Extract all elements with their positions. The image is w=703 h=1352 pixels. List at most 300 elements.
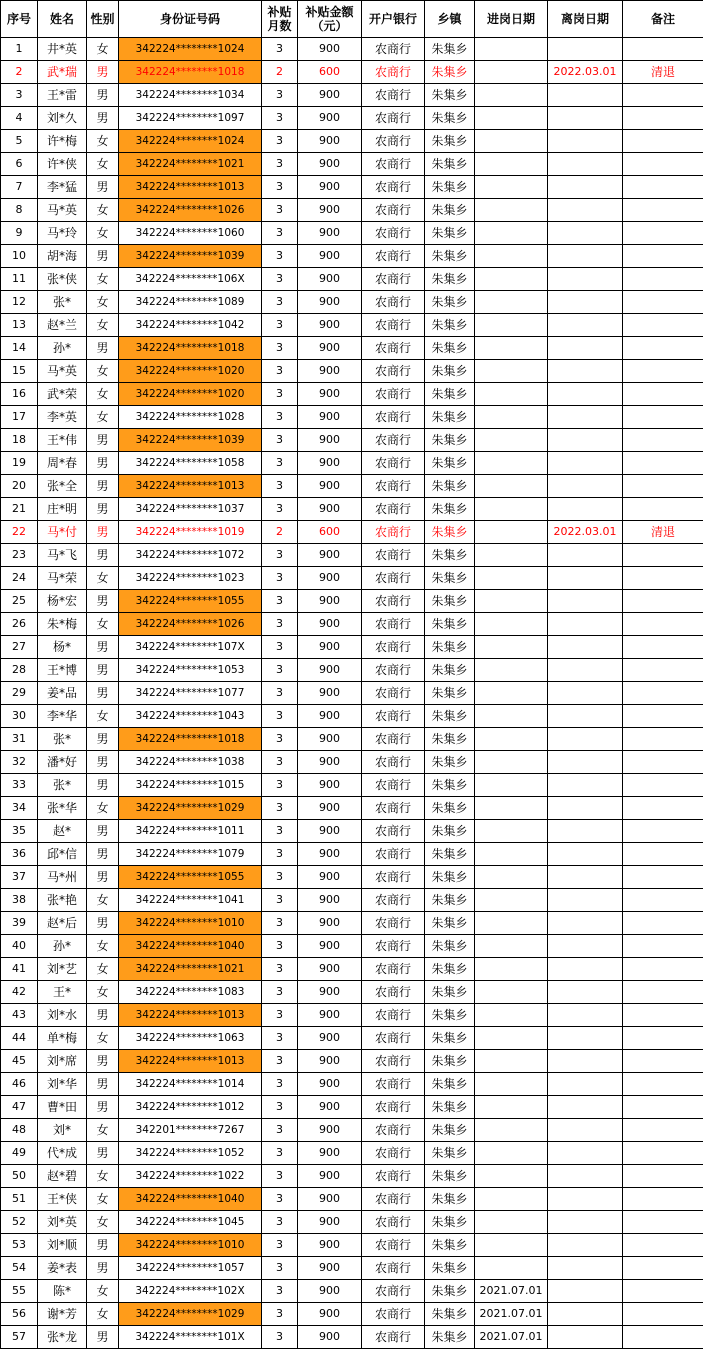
cell-bank: 农商行 <box>362 1027 425 1050</box>
table-row <box>1 797 703 820</box>
cell-subsidy-months: 3 <box>262 383 298 406</box>
cell-name: 马*荣 <box>38 567 87 590</box>
cell-start-date <box>475 268 548 291</box>
table-row <box>1 843 703 866</box>
cell-gender: 女 <box>87 889 119 912</box>
cell-start-date <box>475 314 548 337</box>
cell-gender: 男 <box>87 1234 119 1257</box>
cell-bank: 农商行 <box>362 107 425 130</box>
table-row <box>1 1188 703 1211</box>
cell-subsidy-months: 3 <box>262 1188 298 1211</box>
cell-id-number: 342224********1058 <box>119 452 262 475</box>
cell-name: 王* <box>38 981 87 1004</box>
cell-gender: 女 <box>87 406 119 429</box>
cell-subsidy-amount: 900 <box>298 935 362 958</box>
cell-bank: 农商行 <box>362 1211 425 1234</box>
cell-seq: 54 <box>1 1257 38 1280</box>
cell-leave-date <box>548 981 623 1004</box>
cell-name: 王*博 <box>38 659 87 682</box>
cell-seq: 52 <box>1 1211 38 1234</box>
cell-leave-date <box>548 1188 623 1211</box>
cell-subsidy-months: 3 <box>262 935 298 958</box>
cell-id-number: 342224********1018 <box>119 337 262 360</box>
cell-subsidy-amount: 900 <box>298 567 362 590</box>
cell-gender: 男 <box>87 498 119 521</box>
cell-subsidy-amount: 900 <box>298 1004 362 1027</box>
cell-start-date <box>475 199 548 222</box>
cell-note: 清退 <box>623 521 703 544</box>
cell-leave-date <box>548 1142 623 1165</box>
cell-name: 李*英 <box>38 406 87 429</box>
cell-subsidy-months: 3 <box>262 1096 298 1119</box>
cell-subsidy-months: 3 <box>262 1119 298 1142</box>
cell-id-number: 342224********1055 <box>119 590 262 613</box>
cell-town: 朱集乡 <box>425 1280 475 1303</box>
cell-id-number: 342224********102X <box>119 1280 262 1303</box>
cell-note <box>623 314 703 337</box>
cell-subsidy-amount: 900 <box>298 222 362 245</box>
cell-seq: 25 <box>1 590 38 613</box>
cell-start-date <box>475 61 548 84</box>
cell-subsidy-months: 3 <box>262 567 298 590</box>
table-row <box>1 475 703 498</box>
cell-gender: 女 <box>87 268 119 291</box>
cell-note: 清退 <box>623 61 703 84</box>
cell-start-date <box>475 1096 548 1119</box>
cell-town: 朱集乡 <box>425 590 475 613</box>
cell-note <box>623 268 703 291</box>
cell-subsidy-months: 3 <box>262 659 298 682</box>
cell-start-date <box>475 1234 548 1257</box>
cell-note <box>623 1004 703 1027</box>
cell-town: 朱集乡 <box>425 728 475 751</box>
cell-name: 陈* <box>38 1280 87 1303</box>
cell-town: 朱集乡 <box>425 153 475 176</box>
cell-seq: 51 <box>1 1188 38 1211</box>
cell-name: 马*州 <box>38 866 87 889</box>
cell-gender: 男 <box>87 843 119 866</box>
cell-id-number: 342201********7267 <box>119 1119 262 1142</box>
cell-id-number: 342224********1028 <box>119 406 262 429</box>
cell-bank: 农商行 <box>362 452 425 475</box>
cell-gender: 男 <box>87 1326 119 1349</box>
cell-seq: 46 <box>1 1073 38 1096</box>
cell-subsidy-months: 3 <box>262 360 298 383</box>
cell-leave-date <box>548 613 623 636</box>
cell-town: 朱集乡 <box>425 751 475 774</box>
cell-town: 朱集乡 <box>425 912 475 935</box>
cell-town: 朱集乡 <box>425 337 475 360</box>
cell-town: 朱集乡 <box>425 981 475 1004</box>
cell-gender: 女 <box>87 567 119 590</box>
cell-seq: 37 <box>1 866 38 889</box>
cell-subsidy-amount: 900 <box>298 1188 362 1211</box>
cell-note <box>623 590 703 613</box>
cell-bank: 农商行 <box>362 705 425 728</box>
cell-gender: 女 <box>87 1188 119 1211</box>
cell-subsidy-months: 3 <box>262 1257 298 1280</box>
cell-seq: 3 <box>1 84 38 107</box>
cell-id-number: 342224********1013 <box>119 475 262 498</box>
cell-note <box>623 1142 703 1165</box>
table-row <box>1 314 703 337</box>
cell-start-date <box>475 176 548 199</box>
cell-start-date <box>475 1211 548 1234</box>
cell-id-number: 342224********1013 <box>119 1050 262 1073</box>
cell-gender: 男 <box>87 1004 119 1027</box>
cell-note <box>623 360 703 383</box>
cell-leave-date <box>548 1073 623 1096</box>
cell-note <box>623 1326 703 1349</box>
cell-bank: 农商行 <box>362 981 425 1004</box>
cell-seq: 45 <box>1 1050 38 1073</box>
cell-gender: 女 <box>87 705 119 728</box>
cell-id-number: 342224********1026 <box>119 613 262 636</box>
cell-note <box>623 1096 703 1119</box>
cell-name: 张*龙 <box>38 1326 87 1349</box>
cell-town: 朱集乡 <box>425 1211 475 1234</box>
table-header <box>1 1 703 38</box>
cell-start-date <box>475 981 548 1004</box>
cell-subsidy-months: 3 <box>262 889 298 912</box>
cell-seq: 41 <box>1 958 38 981</box>
cell-start-date <box>475 705 548 728</box>
cell-subsidy-months: 3 <box>262 498 298 521</box>
cell-id-number: 342224********1053 <box>119 659 262 682</box>
cell-leave-date <box>548 84 623 107</box>
cell-subsidy-months: 3 <box>262 107 298 130</box>
cell-subsidy-months: 3 <box>262 452 298 475</box>
cell-note <box>623 636 703 659</box>
cell-town: 朱集乡 <box>425 406 475 429</box>
cell-name: 张* <box>38 291 87 314</box>
cell-seq: 35 <box>1 820 38 843</box>
cell-bank: 农商行 <box>362 1280 425 1303</box>
cell-name: 刘*顺 <box>38 1234 87 1257</box>
cell-subsidy-amount: 900 <box>298 452 362 475</box>
cell-note <box>623 475 703 498</box>
cell-subsidy-amount: 900 <box>298 475 362 498</box>
cell-subsidy-amount: 900 <box>298 820 362 843</box>
table-row <box>1 130 703 153</box>
cell-start-date <box>475 1142 548 1165</box>
cell-gender: 女 <box>87 314 119 337</box>
cell-town: 朱集乡 <box>425 38 475 61</box>
cell-subsidy-amount: 900 <box>298 1050 362 1073</box>
cell-note <box>623 383 703 406</box>
table-row <box>1 176 703 199</box>
cell-name: 单*梅 <box>38 1027 87 1050</box>
table-row <box>1 360 703 383</box>
cell-note <box>623 1050 703 1073</box>
table-row <box>1 1027 703 1050</box>
cell-name: 王*伟 <box>38 429 87 452</box>
cell-start-date <box>475 107 548 130</box>
cell-start-date <box>475 1027 548 1050</box>
table-row <box>1 199 703 222</box>
cell-id-number: 342224********1079 <box>119 843 262 866</box>
cell-start-date <box>475 843 548 866</box>
cell-seq: 15 <box>1 360 38 383</box>
cell-gender: 男 <box>87 544 119 567</box>
cell-seq: 34 <box>1 797 38 820</box>
cell-leave-date <box>548 176 623 199</box>
cell-town: 朱集乡 <box>425 429 475 452</box>
cell-start-date <box>475 659 548 682</box>
cell-note <box>623 176 703 199</box>
cell-subsidy-amount: 900 <box>298 153 362 176</box>
cell-name: 张*侠 <box>38 268 87 291</box>
cell-town: 朱集乡 <box>425 61 475 84</box>
cell-subsidy-months: 3 <box>262 176 298 199</box>
cell-leave-date <box>548 751 623 774</box>
cell-town: 朱集乡 <box>425 1165 475 1188</box>
cell-start-date <box>475 958 548 981</box>
cell-subsidy-amount: 900 <box>298 682 362 705</box>
cell-note <box>623 728 703 751</box>
cell-note <box>623 291 703 314</box>
cell-bank: 农商行 <box>362 1303 425 1326</box>
cell-seq: 38 <box>1 889 38 912</box>
cell-leave-date <box>548 452 623 475</box>
cell-gender: 女 <box>87 1119 119 1142</box>
cell-gender: 女 <box>87 153 119 176</box>
cell-town: 朱集乡 <box>425 268 475 291</box>
cell-gender: 女 <box>87 1211 119 1234</box>
cell-id-number: 342224********1012 <box>119 1096 262 1119</box>
cell-id-number: 342224********1013 <box>119 176 262 199</box>
cell-subsidy-months: 3 <box>262 958 298 981</box>
cell-name: 刘*久 <box>38 107 87 130</box>
cell-seq: 29 <box>1 682 38 705</box>
cell-gender: 女 <box>87 360 119 383</box>
cell-name: 杨* <box>38 636 87 659</box>
table-row <box>1 1303 703 1326</box>
cell-start-date <box>475 797 548 820</box>
cell-id-number: 342224********1038 <box>119 751 262 774</box>
cell-leave-date <box>548 107 623 130</box>
cell-note <box>623 107 703 130</box>
cell-bank: 农商行 <box>362 176 425 199</box>
cell-seq: 43 <box>1 1004 38 1027</box>
table-row <box>1 935 703 958</box>
cell-subsidy-months: 3 <box>262 1280 298 1303</box>
cell-seq: 44 <box>1 1027 38 1050</box>
cell-name: 刘*水 <box>38 1004 87 1027</box>
cell-subsidy-amount: 900 <box>298 1165 362 1188</box>
cell-seq: 49 <box>1 1142 38 1165</box>
cell-town: 朱集乡 <box>425 383 475 406</box>
table-row <box>1 498 703 521</box>
cell-name: 李*华 <box>38 705 87 728</box>
cell-subsidy-months: 3 <box>262 636 298 659</box>
cell-note <box>623 222 703 245</box>
table-row <box>1 291 703 314</box>
header-start-date: 进岗日期 <box>475 1 548 38</box>
cell-town: 朱集乡 <box>425 843 475 866</box>
cell-gender: 男 <box>87 820 119 843</box>
cell-start-date <box>475 682 548 705</box>
cell-town: 朱集乡 <box>425 475 475 498</box>
cell-subsidy-months: 3 <box>262 866 298 889</box>
cell-name: 孙* <box>38 935 87 958</box>
cell-gender: 女 <box>87 1280 119 1303</box>
cell-name: 谢*芳 <box>38 1303 87 1326</box>
cell-bank: 农商行 <box>362 383 425 406</box>
cell-bank: 农商行 <box>362 1073 425 1096</box>
cell-town: 朱集乡 <box>425 1257 475 1280</box>
cell-bank: 农商行 <box>362 360 425 383</box>
cell-start-date <box>475 774 548 797</box>
cell-leave-date <box>548 1119 623 1142</box>
cell-town: 朱集乡 <box>425 958 475 981</box>
table-row <box>1 1004 703 1027</box>
cell-bank: 农商行 <box>362 613 425 636</box>
cell-note <box>623 889 703 912</box>
table-row <box>1 268 703 291</box>
cell-bank: 农商行 <box>362 222 425 245</box>
header-note: 备注 <box>623 1 703 38</box>
cell-town: 朱集乡 <box>425 1326 475 1349</box>
cell-seq: 55 <box>1 1280 38 1303</box>
cell-subsidy-months: 3 <box>262 268 298 291</box>
cell-bank: 农商行 <box>362 406 425 429</box>
cell-name: 李*猛 <box>38 176 87 199</box>
cell-leave-date <box>548 222 623 245</box>
cell-bank: 农商行 <box>362 820 425 843</box>
cell-bank: 农商行 <box>362 682 425 705</box>
cell-seq: 4 <box>1 107 38 130</box>
cell-subsidy-months: 3 <box>262 1142 298 1165</box>
cell-seq: 40 <box>1 935 38 958</box>
table-row <box>1 1234 703 1257</box>
cell-start-date <box>475 590 548 613</box>
cell-start-date <box>475 1257 548 1280</box>
cell-start-date <box>475 935 548 958</box>
cell-leave-date <box>548 1257 623 1280</box>
cell-id-number: 342224********1021 <box>119 958 262 981</box>
cell-leave-date <box>548 659 623 682</box>
cell-leave-date <box>548 38 623 61</box>
cell-id-number: 342224********1037 <box>119 498 262 521</box>
cell-subsidy-amount: 900 <box>298 291 362 314</box>
cell-note <box>623 1211 703 1234</box>
cell-subsidy-months: 3 <box>262 544 298 567</box>
cell-gender: 男 <box>87 521 119 544</box>
cell-gender: 女 <box>87 291 119 314</box>
cell-name: 赵*后 <box>38 912 87 935</box>
cell-start-date: 2021.07.01 <box>475 1280 548 1303</box>
cell-bank: 农商行 <box>362 889 425 912</box>
cell-seq: 42 <box>1 981 38 1004</box>
cell-leave-date <box>548 1234 623 1257</box>
table-row <box>1 682 703 705</box>
cell-leave-date <box>548 705 623 728</box>
cell-name: 井*英 <box>38 38 87 61</box>
cell-start-date <box>475 153 548 176</box>
cell-start-date <box>475 84 548 107</box>
cell-bank: 农商行 <box>362 429 425 452</box>
header-leave-date: 离岗日期 <box>548 1 623 38</box>
cell-start-date <box>475 498 548 521</box>
cell-subsidy-amount: 900 <box>298 774 362 797</box>
cell-town: 朱集乡 <box>425 1096 475 1119</box>
cell-note <box>623 1257 703 1280</box>
cell-note <box>623 912 703 935</box>
cell-subsidy-months: 3 <box>262 613 298 636</box>
cell-seq: 33 <box>1 774 38 797</box>
cell-name: 邱*信 <box>38 843 87 866</box>
cell-start-date <box>475 912 548 935</box>
cell-subsidy-amount: 900 <box>298 981 362 1004</box>
cell-subsidy-amount: 600 <box>298 521 362 544</box>
cell-gender: 男 <box>87 659 119 682</box>
cell-start-date <box>475 475 548 498</box>
cell-name: 朱*梅 <box>38 613 87 636</box>
cell-subsidy-months: 3 <box>262 1050 298 1073</box>
cell-name: 张*华 <box>38 797 87 820</box>
cell-town: 朱集乡 <box>425 107 475 130</box>
cell-note <box>623 843 703 866</box>
cell-subsidy-months: 3 <box>262 84 298 107</box>
cell-subsidy-months: 2 <box>262 61 298 84</box>
cell-gender: 女 <box>87 1303 119 1326</box>
cell-subsidy-amount: 900 <box>298 866 362 889</box>
cell-subsidy-months: 3 <box>262 1165 298 1188</box>
cell-subsidy-months: 3 <box>262 1326 298 1349</box>
table-row <box>1 1280 703 1303</box>
cell-start-date <box>475 406 548 429</box>
table-row <box>1 774 703 797</box>
header-town: 乡镇 <box>425 1 475 38</box>
cell-note <box>623 1234 703 1257</box>
cell-name: 潘*好 <box>38 751 87 774</box>
cell-id-number: 342224********1024 <box>119 38 262 61</box>
cell-id-number: 342224********1057 <box>119 1257 262 1280</box>
header-row <box>1 1 703 38</box>
cell-start-date: 2021.07.01 <box>475 1326 548 1349</box>
cell-note <box>623 1119 703 1142</box>
cell-name: 许*侠 <box>38 153 87 176</box>
cell-bank: 农商行 <box>362 1050 425 1073</box>
cell-gender: 男 <box>87 61 119 84</box>
cell-note <box>623 245 703 268</box>
cell-subsidy-months: 3 <box>262 843 298 866</box>
cell-note <box>623 337 703 360</box>
cell-leave-date <box>548 774 623 797</box>
header-name: 姓名 <box>38 1 87 38</box>
cell-gender: 男 <box>87 1257 119 1280</box>
table-row <box>1 1257 703 1280</box>
cell-start-date <box>475 1165 548 1188</box>
cell-seq: 10 <box>1 245 38 268</box>
cell-start-date: 2021.07.01 <box>475 1303 548 1326</box>
cell-note <box>623 84 703 107</box>
cell-seq: 21 <box>1 498 38 521</box>
cell-subsidy-amount: 900 <box>298 889 362 912</box>
cell-subsidy-months: 3 <box>262 475 298 498</box>
cell-start-date <box>475 1050 548 1073</box>
cell-seq: 26 <box>1 613 38 636</box>
cell-bank: 农商行 <box>362 1234 425 1257</box>
cell-note <box>623 1280 703 1303</box>
cell-subsidy-months: 3 <box>262 797 298 820</box>
cell-bank: 农商行 <box>362 567 425 590</box>
cell-leave-date <box>548 958 623 981</box>
cell-subsidy-months: 3 <box>262 245 298 268</box>
cell-start-date <box>475 222 548 245</box>
cell-start-date <box>475 544 548 567</box>
